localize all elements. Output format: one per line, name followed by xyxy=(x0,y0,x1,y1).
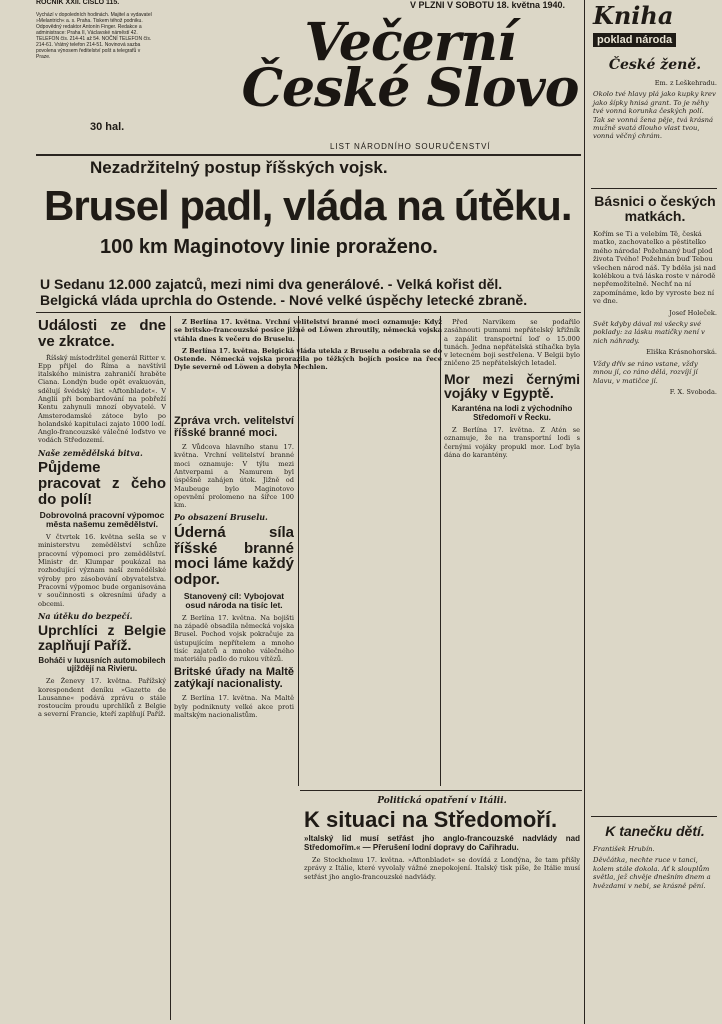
column-rule-1 xyxy=(170,316,171,1020)
poklad-banner: poklad národa xyxy=(593,33,676,47)
mothers-author-1: Josef Holeček. xyxy=(669,308,717,317)
bottom-story-rule xyxy=(300,790,582,791)
plague-headline: Mor mezi černými vojáky v Egyptě. xyxy=(444,370,580,402)
mothers-poem-2: Svět kdyby dával mi všecky své poklady: za lásku matičky není v nich náhrady. xyxy=(593,320,705,345)
mothers-headline: Básnici o českých matkách. xyxy=(594,193,716,224)
poem1-text: Okolo tvé hlavy plá jako kupky krev jako šípky hnisá grant. To je něhy tvé vonná korunka českých polí. Tak se vonná žena pěje, tvá krásná mužně svatá dlouho vlast tvou, vonná věčný chrám. xyxy=(593,90,716,141)
section-label-agriculture: Naše zemědělská bitva. xyxy=(38,447,143,458)
price: 30 hal. xyxy=(90,121,125,133)
mediterranean-lead: »Italský lid musí setřást jho anglo-francouzské nadvlády nad Středomořím.« — Přerušení lodní dopravy do Cařihradu. xyxy=(304,834,580,852)
tagline: LIST NÁRODNÍHO SOURUČENSTVÍ xyxy=(330,142,491,151)
paper-title-line2: České Slovo xyxy=(241,58,579,119)
plague-body: Z Berlína 17. května. Z Atén se oznamuje, že na transportní lodi s černými vojáky propukl mor. Loď byla dána do karantény. xyxy=(444,425,580,459)
masthead-rule xyxy=(36,154,581,156)
dance-text: Děvčátka, nechte ruce v tanci, kolem stále dokola. Ať k slouplům světla, jež chvěje dnešním dnem a hvězdami v nebi, se krásně pění. xyxy=(593,856,711,890)
dance-author: František Hrubín. xyxy=(593,845,655,853)
malta-body: Z Berlína 17. května. Na Maltě byly podniknuty velké akce proti maltským nacionalistům. xyxy=(174,694,294,720)
agriculture-headline: Půjdeme pracovat z čeho do polí! xyxy=(38,459,166,508)
mediterranean-body: Ze Stockholmu 17. května. »Aftonbladet« se dovídá z Londýna, že tam přišly zprávy z Itálie, které vyvolaly vážné znepokojení. Italský tisk píše, že Itálie musí setřást jho anglo-francouzské nadvlády. xyxy=(304,856,580,881)
mothers-poem-3: Vždy dřív se ráno vstane, vždy mnou jí, co ráno dělá, rozvíjí jí hlavu, v matičce jí. xyxy=(593,359,698,385)
masthead-info-box xyxy=(36,0,156,140)
date-line: V PLZNI V SOBOTU 18. května 1940. xyxy=(410,0,566,10)
column-2-top xyxy=(174,318,442,428)
deck-line-1: U Sedanu 12.000 zajatců, mezi nimi dva generálové. - Velká kořist děl. xyxy=(40,276,503,292)
refugees-body: Ze Ženevy 17. května. Pařížský korespondent deníku »Gazette de Lausanne« podává zprávu o stále rostoucím proudu uprchlíků z Belgie a severní Francie, kteří zaplňují Paříž. xyxy=(38,677,166,719)
publisher-info: Vychází v dopoledních hodinách. Majitel a vydavatel »Melantrich« a. s. Praha. Tiskem téhož podniku. Odpovědný redaktor Antonín Finger. Redakce a administrace: Praha II, Václavské náměstí 42. TELEFON čís. 214-41 až 54. NOČNÍ TELEFON čís. 214-61. Vrátný telefon 214-51. Novinová sazba povolena výnosem ředitelství pošt a telegrafů v Praze. xyxy=(36,12,152,60)
strike-force-body: Z Berlína 17. května. Na bojišti na západě obsadila německá vojska Brusel. Pochod vojsk pokračuje za ústupujícím nepřítelem a mnoho tisíc zajatců a mnoho válečného materiálu padlo do rukou vítězů. xyxy=(174,613,294,664)
kniha-title: Kniha xyxy=(593,1,674,30)
issue-number: ROČNÍK XXII. ČÍSLO 115. xyxy=(36,0,120,6)
plague-lead: Karanténa na lodi z východního Středomoří v Řecku. xyxy=(451,404,573,422)
kniha-logo xyxy=(593,1,715,47)
brussels-report-1: Z Berlína 17. května. Vrchní velitelství branné moci oznamuje: Když se britsko-francouzské posice jižně od Löwen zhroutily, německá vojska vtáhla dnes k večeru do Bruselu. xyxy=(174,318,442,343)
mothers-author-2: Eliška Krásnohorská. xyxy=(646,348,717,357)
headline-rule xyxy=(36,312,581,313)
command-report-headline: Zpráva vrch. velitelství říšské branné moci. xyxy=(174,416,294,439)
deck-line-2: Belgická vláda uprchla do Ostende. - Nové velké úspěchy letecké zbraně. xyxy=(40,292,528,308)
column-2 xyxy=(174,416,294,1018)
section-label-brussels: Po obsazení Bruselu. xyxy=(174,512,268,523)
refugees-headline: Uprchlíci z Belgie zaplňují Paříž. xyxy=(38,622,166,653)
mothers-author-3: F. X. Svoboda. xyxy=(669,387,717,396)
section-label-italy: Politická opatření v Itálii. xyxy=(377,796,507,806)
malta-headline: Britské úřady na Maltě zatýkají nacionalisty. xyxy=(174,666,294,690)
paper-title-line1: Večerní xyxy=(304,12,516,73)
column-3 xyxy=(444,318,580,788)
section-label-refugees: Na útěku do bezpečí. xyxy=(38,610,133,621)
mediterranean-story xyxy=(304,793,580,1021)
sub-headline: 100 km Maginotovy linie proraženo. xyxy=(100,236,438,258)
paper-title xyxy=(240,12,580,119)
main-headline: Brusel padl, vláda na útěku. xyxy=(44,182,572,229)
mothers-body: Kořím se Ti a velebím Tě, česká matko, zachovatelko a pěstitelko mého národa! Požehnaný buď plod života Tvého! Požehnán buď Tebou všechen národ náš. Ty bděla jsi nad kolébkou a tvá láska roste v národě nepřemožitelně. Nechť na ní zapomínáme, kdo by vyroste bez ní ve dne. xyxy=(593,230,716,306)
poem1-author: Em. z Leškehradu. xyxy=(654,79,717,87)
strike-force-headline: Úderná síla říšské branné moci láme každý odpor. xyxy=(174,523,294,589)
events-headline: Události ze dne ve zkratce. xyxy=(38,318,166,350)
command-report-body: Z Vůdcova hlavního stanu 17. května. Vrchní velitelství branné moci oznamuje: V týlu mezi Antverpami a Namurem byl úspěšně zahájen útok. Jižně od Maubeuge bylo Maginotovo opevnění prolomeno na šířce 100 km. xyxy=(174,443,294,510)
column-1 xyxy=(38,318,166,1018)
poem1-title: České ženě. xyxy=(608,57,702,73)
sidebar-rule-2 xyxy=(591,816,717,817)
strike-force-lead: Stanovený cíl: Vybojovat osud národa na tisíc let. xyxy=(183,590,285,610)
brussels-report-2: Z Berlína 17. května. Belgická vláda utekla z Bruselu a odebrala se do Ostende. Německá vojska prorazila po těžkých bojích posice na řece Dyle severně od Löwen a dobyla Mechlen. xyxy=(174,346,442,372)
sidebar-rule xyxy=(584,0,585,1024)
kicker-headline: Nezadržitelný postup říšských vojsk. xyxy=(90,158,388,177)
dance-poem xyxy=(593,822,717,893)
sidebar-rule-1 xyxy=(591,188,717,189)
sidebar xyxy=(587,0,719,1024)
narvik-body: Před Narvikem se podařilo zasáhnouti pumami nepřátelský křižník a zapálit transportní loď o 15.000 tunách. Jedna nepřátelská stíhačka byla v letecném boji sestřelena. V Belgii bylo zničeno 25 nepřátelských letadel. xyxy=(444,318,580,368)
dance-headline: K tanečku dětí. xyxy=(605,823,705,839)
refugees-lead: Boháči v luxusních automobilech ujíždějí na Rivieru. xyxy=(38,655,166,673)
events-body: Říšský místodržitel generál Ritter v. Epp přijel do Říma a navštívil italského ministra zahraničí hraběte Ciana. Londýn bude opět evakuován, sdělují švédský list »Aftonbladet«. V Anglii při bombardování na pobřeží Kentu zahynuli mnozí obyvatelé. V Amsterodamské zátoce bylo po holandské kapitulaci zajato 1000 lodí. Anglo-francouzské válečné loďstvo ve vodách Středozemí. xyxy=(38,353,166,445)
mediterranean-headline: K situaci na Středomoří. xyxy=(304,807,558,833)
agriculture-body: V čtvrtek 16. května sešla se v ministerstvu zemědělství schůze pracovní výpomoci pro zemědělství. Ministr dr. Klumpar poukázal na rozhodující význam naší zemědělské výroby pro zásobování obyvatelstva. Pracovní výpomoc bude organisována v součinnosti s okresními úřady a obcemi. xyxy=(38,533,166,608)
poem-ceske-zene xyxy=(593,56,717,144)
agriculture-lead: Dobrovolná pracovní výpomoc města našemu zemědělství. xyxy=(39,510,165,530)
mothers-article xyxy=(593,192,717,399)
